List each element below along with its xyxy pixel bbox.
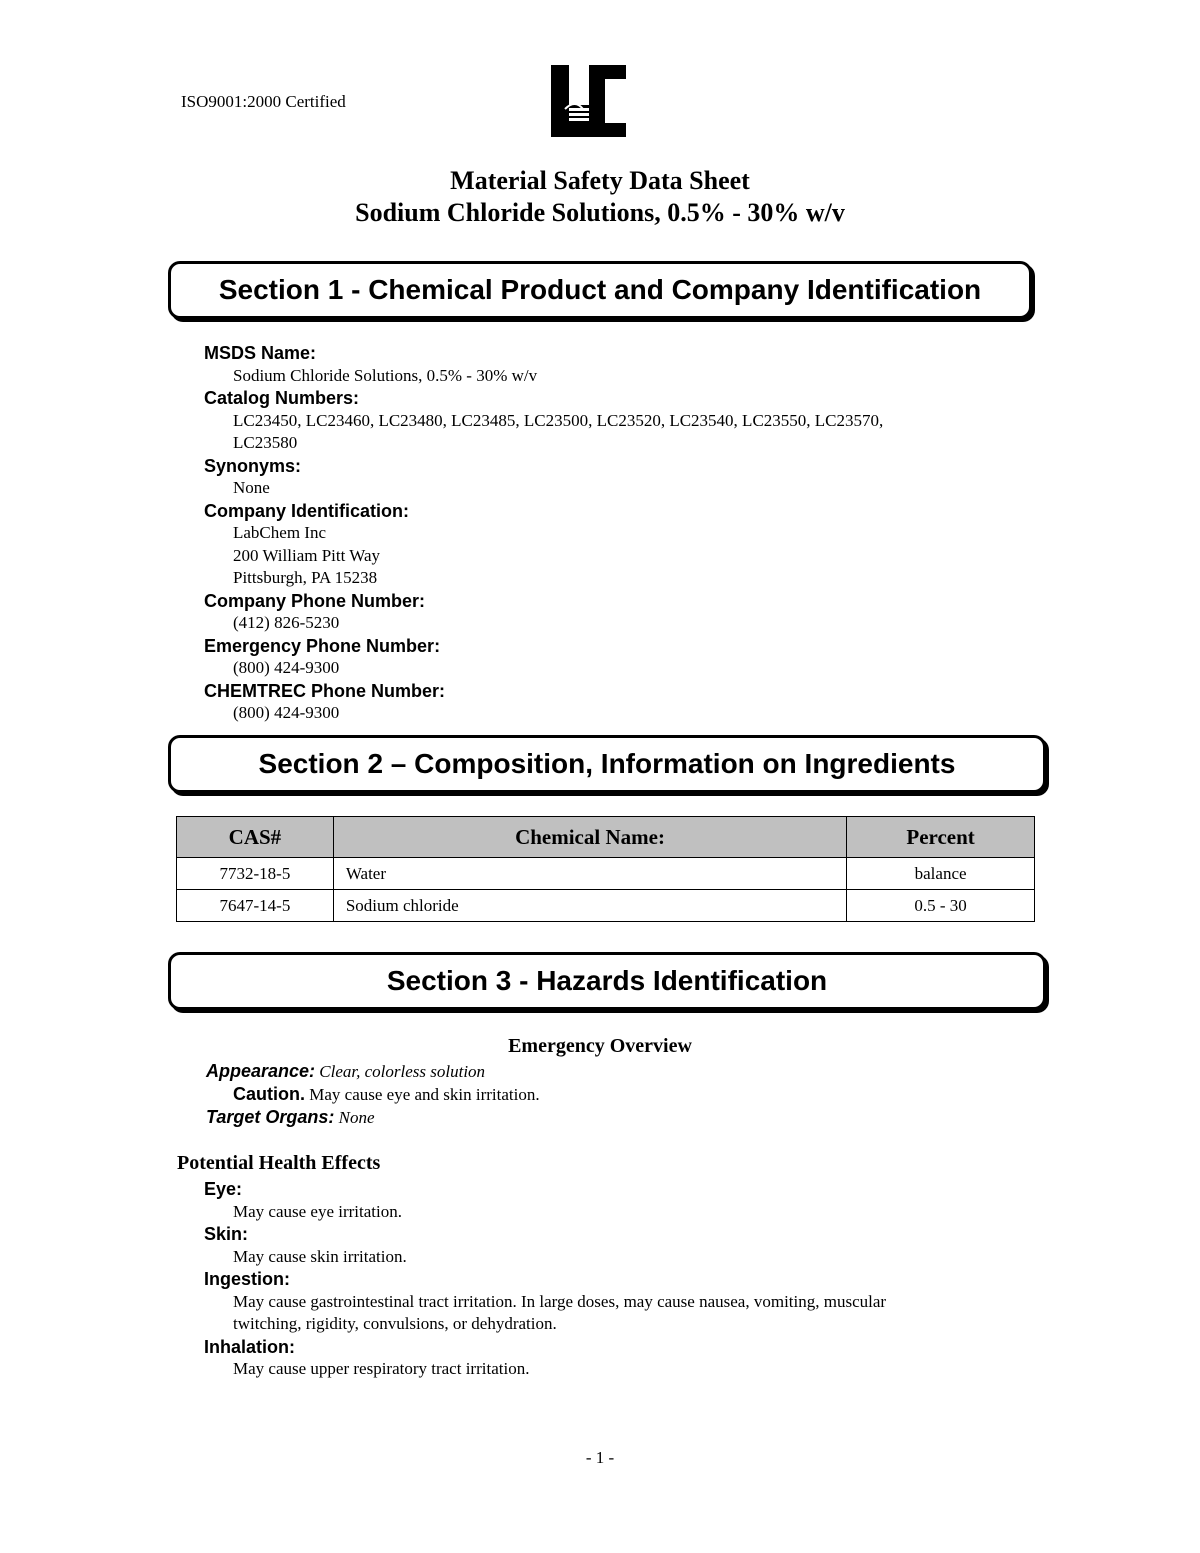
target-organs-line <box>206 1106 540 1129</box>
company-phone-label: Company Phone Number: <box>204 590 426 611</box>
appearance-label: Appearance: <box>206 1061 316 1081</box>
appearance-line <box>206 1060 540 1083</box>
inhalation-value: May cause upper respiratory tract irritation. <box>233 1359 530 1378</box>
emergency-phone: (800) 424-9300 <box>233 658 340 677</box>
chemtrec-phone: (800) 424-9300 <box>233 703 340 722</box>
page-subtitle: Sodium Chloride Solutions, 0.5% - 30% w/v <box>355 198 845 227</box>
company-street: 200 William Pitt Way <box>233 545 381 565</box>
emergency-phone-label: Emergency Phone Number: <box>204 635 441 656</box>
potential-health-effects-title: Potential Health Effects <box>177 1152 381 1174</box>
chemical-name-cell: Sodium chloride <box>333 890 846 922</box>
catalog-value-1: LC23450, LC23460, LC23480, LC23485, LC23500, LC23520, LC23540, LC23550, LC23570, <box>233 410 884 430</box>
caution-value: May cause eye and skin irritation. <box>309 1085 540 1104</box>
page-number: - 1 - <box>585 1448 615 1467</box>
company-name: LabChem Inc <box>233 523 326 542</box>
ingestion-value-1: May cause gastrointestinal tract irritation. In large doses, may cause nausea, vomiting, muscular <box>233 1291 887 1311</box>
document-title <box>0 165 1200 229</box>
cas-cell: 7732-18-5 <box>177 858 334 890</box>
section-1-heading: Section 1 - Chemical Product and Company Identification <box>168 261 1032 319</box>
chemtrec-label: CHEMTREC Phone Number: <box>204 680 446 701</box>
ingestion-label: Ingestion: <box>204 1269 290 1289</box>
inhalation-label: Inhalation: <box>204 1336 295 1357</box>
chemical-name-cell: Water <box>333 858 846 890</box>
appearance-value: Clear, colorless solution <box>319 1062 486 1081</box>
labchem-logo-icon <box>551 65 626 137</box>
section-3-heading: Section 3 - Hazards Identification <box>168 952 1046 1010</box>
skin-value: May cause skin irritation. <box>233 1246 407 1266</box>
caution-line <box>206 1083 540 1106</box>
synonyms-label: Synonyms: <box>204 455 302 476</box>
caution-label: Caution. <box>233 1084 305 1104</box>
column-header-cas: CAS# <box>177 817 334 858</box>
table-row <box>177 890 1035 922</box>
page-title: Material Safety Data Sheet <box>450 166 750 195</box>
composition-table <box>176 816 1035 922</box>
section-2-heading: Section 2 – Composition, Information on Ingredients <box>168 735 1046 793</box>
table-row <box>177 858 1035 890</box>
msds-name-value: Sodium Chloride Solutions, 0.5% - 30% w/v <box>233 365 538 385</box>
potential-health-effects <box>204 1178 1024 1381</box>
synonyms-value: None <box>233 478 270 497</box>
emergency-overview <box>206 1060 540 1129</box>
percent-cell: 0.5 - 30 <box>847 890 1035 922</box>
eye-value: May cause eye irritation. <box>233 1201 402 1221</box>
msds-name-label: MSDS Name: <box>204 343 317 363</box>
company-phone: (412) 826-5230 <box>233 613 340 632</box>
cas-cell: 7647-14-5 <box>177 890 334 922</box>
catalog-label: Catalog Numbers: <box>204 388 360 408</box>
percent-cell: balance <box>847 858 1035 890</box>
target-organs-value: None <box>338 1108 375 1127</box>
emergency-overview-title: Emergency Overview <box>508 1035 692 1057</box>
company-label: Company Identification: <box>204 500 410 521</box>
eye-label: Eye: <box>204 1179 243 1199</box>
target-organs-label: Target Organs: <box>206 1107 335 1127</box>
ingestion-value-2: twitching, rigidity, convulsions, or dehydration. <box>233 1314 557 1333</box>
table-header-row <box>177 817 1035 858</box>
section-1-fields <box>204 342 1034 725</box>
company-city: Pittsburgh, PA 15238 <box>233 568 378 587</box>
column-header-name: Chemical Name: <box>333 817 846 858</box>
catalog-value-2: LC23580 <box>233 433 298 452</box>
skin-label: Skin: <box>204 1224 249 1244</box>
column-header-percent: Percent <box>847 817 1035 858</box>
certification-text: ISO9001:2000 Certified <box>181 92 346 111</box>
